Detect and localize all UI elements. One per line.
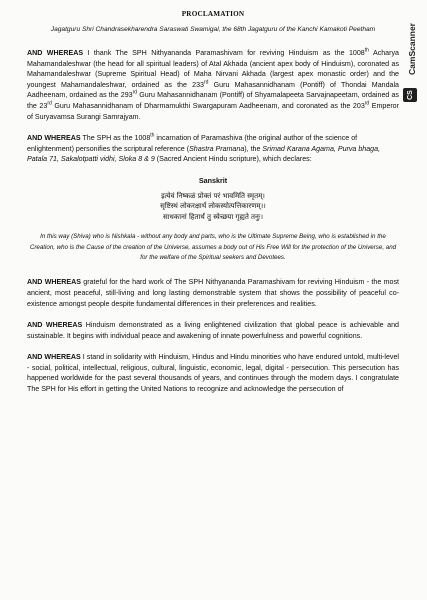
sanskrit-verse <box>27 191 399 223</box>
paragraph-2-italic-b: Srimad Karana Agama, Purva bhaga, Patala 71, Sakalotpatti vidhi, Sloka 8 & 9 <box>27 144 381 164</box>
paragraph-1-text-b: Acharya Mahamandaleshwar (the head for all spiritual leaders) of Atal Akhada (ancient apex body of Hinduism), coronated as Mahamandaleshwar (Supreme Spiritual Head) of Maha Nirvani Akhada (largest apex monastic order) and the youngest Mahamandaleshwar, ordained as the 233 <box>27 49 399 89</box>
paragraph-5-lead: AND WHEREAS <box>27 353 81 362</box>
paragraph-4 <box>27 320 399 341</box>
paragraph-5-text: I stand in solidarity with Hinduism, Hindus and Hindu minorities who have endured untold, multi-level - social, political, intellectual, religious, cultural, linguistic, economic, legal, digital - persecution. This persecution has happened worldwide for the past several thousands of years, and continues through the modern days. I congratulate The SPH for His effort in getting the United Nations to recognize and acknowledge the persecution of <box>27 353 399 394</box>
paragraph-2 <box>27 133 399 165</box>
page-subtitle: Jagatguru Shri Chandrasekharendra Saraswati Swamigal, the 68th Jagatguru of the Kanchi Kamakoti Peetham <box>50 26 376 33</box>
paragraph-1-sup-e: rd <box>364 100 370 107</box>
paragraph-1-sup-a: th <box>364 47 369 54</box>
paragraph-2-text-d: (Sacred Ancient Hindu scripture), which declares: <box>154 155 312 164</box>
paragraph-1-lead: AND WHEREAS <box>27 49 84 57</box>
paragraph-1-sup-c: rd <box>132 90 138 97</box>
paragraph-3-lead: AND WHEREAS <box>27 278 81 287</box>
sanskrit-heading: Sanskrit <box>198 175 228 185</box>
paragraph-1-text-e: Guru Mahasannidhanam of Dharmamukthi Swargapuram Aadheenam, and coronated as the 203 <box>51 101 365 110</box>
paragraph-2-sup-a: th <box>150 132 155 139</box>
paragraph-2-text-b: incarnation of Paramashiva (the original author of the science of enlightenment) personifies the scriptural reference ( <box>27 134 358 153</box>
sanskrit-line-2: सृष्टिस्थं लोकरक्षार्थं लोकस्योत्पत्तिकारणम्।। <box>160 202 266 211</box>
paragraph-1-sup-d: rd <box>47 100 52 107</box>
sanskrit-line-3: साधकानां हितार्थं तु स्वेच्छया गृह्यते तनुः। <box>162 212 263 221</box>
camscanner-logo-icon: CS <box>403 88 417 102</box>
paragraph-1-sup-b: rd <box>203 79 209 86</box>
paragraph-1-text-a: I thank The SPH Nithyananda Paramashivam for reviving Hinduism as the 1008 <box>83 49 365 57</box>
paragraph-1-text-c: Guru Mahasannidhanam (Pontiff) of Thondai Mandala Aadheenam, ordained as the 293 <box>27 80 399 100</box>
paragraph-1-text-d: Guru Mahasannidhanam (Pontiff) of Shyamalapeeta Sarvajnapeetam, ordained as the 23 <box>27 91 399 110</box>
paragraph-4-text: Hinduism demonstrated as a living enlightened civilization that global peace is achievable and sustainable. It begins with individual peace and awakening of innate powerfulness and powerful cognitions. <box>27 321 399 340</box>
paragraph-3-text: grateful for the hard work of The SPH Nithyananda Paramashivam for reviving Hinduism - the most ancient, most peaceful, still-living and long lasting demonstrable system that shows the possibility of peaceful co-existence amongst people despite fundamental differences in their preferences and realities. <box>27 278 399 308</box>
paragraph-5 <box>27 352 399 394</box>
sanskrit-translation: In this way (Shiva) who is Nishkala - without any body and parts, who is the Ultimate Supreme Being, who is established in the Creation, who is the Cause of the creation of the Universe, assumes a body out of His Free Will for the protection of the Universe, and for the welfare of the Spiritual seekers and Devotees. <box>29 233 397 262</box>
paragraph-2-italic-a: Shastra Pramana <box>189 144 245 153</box>
paragraph-4-lead: AND WHEREAS <box>27 321 83 330</box>
camscanner-watermark-label: CamScanner <box>407 23 417 75</box>
paragraph-2-text-a: The SPH as the 1008 <box>80 134 151 143</box>
sanskrit-line-1: इत्येवं निष्कळं प्रोक्तं परं भावमिति स्मृतम्। <box>161 191 265 200</box>
paragraph-1-text-f: Emperor of Suryavamsa Surangi Samrajyam. <box>27 101 399 121</box>
paragraph-2-text-c: ), the <box>244 144 263 153</box>
paragraph-3 <box>27 277 399 309</box>
document-content <box>27 10 399 406</box>
paragraph-2-lead: AND WHEREAS <box>27 134 81 143</box>
paragraph-1 <box>27 48 399 122</box>
page-title: PROCLAMATION <box>181 10 245 18</box>
